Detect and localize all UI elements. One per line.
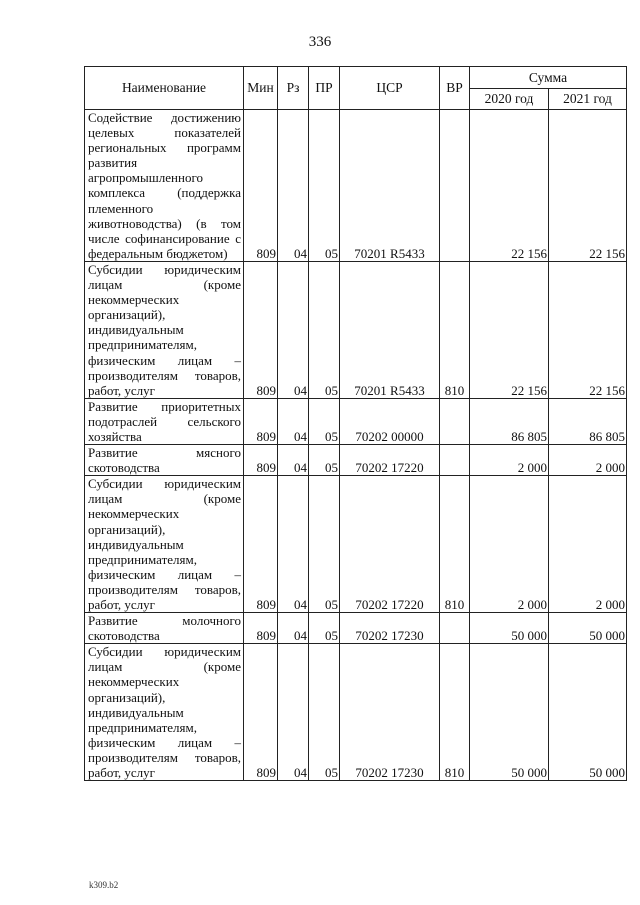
row-name: Развитие приоритетных подотраслей сельского хозяйства [85,398,244,444]
row-rz: 04 [278,445,309,476]
row-pr: 05 [309,644,340,781]
row-rz: 04 [278,261,309,398]
row-csr: 70202 17230 [340,644,440,781]
row-rz: 04 [278,110,309,262]
row-amount-2020: 22 156 [470,261,549,398]
budget-table [84,66,627,781]
row-rz: 04 [278,476,309,613]
header-year-2020: 2020 год [470,89,549,110]
header-year-2021: 2021 год [549,89,627,110]
table-row [85,613,627,644]
row-amount-2021: 50 000 [549,644,627,781]
row-amount-2021: 86 805 [549,398,627,444]
row-vr: 810 [440,476,470,613]
row-csr: 70201 R5433 [340,110,440,262]
row-rz: 04 [278,613,309,644]
row-pr: 05 [309,445,340,476]
row-csr: 70202 17230 [340,613,440,644]
row-csr: 70202 00000 [340,398,440,444]
table-row [85,398,627,444]
header-name: Наименование [85,67,244,110]
row-pr: 05 [309,398,340,444]
row-rz: 04 [278,398,309,444]
row-amount-2021: 50 000 [549,613,627,644]
row-vr: 810 [440,644,470,781]
row-amount-2020: 86 805 [470,398,549,444]
row-amount-2020: 50 000 [470,613,549,644]
row-min: 809 [244,613,278,644]
row-min: 809 [244,445,278,476]
row-csr: 70202 17220 [340,476,440,613]
row-vr [440,445,470,476]
row-name: Субсидии юридическим лицам (кроме некоммерческих организаций), индивидуальным предпринимателям, физическим лицам – производителям товаров, работ, услуг [85,644,244,781]
row-vr [440,110,470,262]
row-amount-2020: 22 156 [470,110,549,262]
row-amount-2021: 22 156 [549,261,627,398]
row-min: 809 [244,476,278,613]
page-number: 336 [308,34,332,50]
header-vr: ВР [440,67,470,110]
row-amount-2020: 2 000 [470,445,549,476]
header-rz: Рз [278,67,309,110]
header-sum: Сумма [470,67,627,89]
row-name: Развитие мясного скотоводства [85,445,244,476]
row-vr [440,613,470,644]
row-name: Субсидии юридическим лицам (кроме некоммерческих организаций), индивидуальным предпринимателям, физическим лицам – производителям товаров, работ, услуг [85,261,244,398]
row-name: Субсидии юридическим лицам (кроме некоммерческих организаций), индивидуальным предпринимателям, физическим лицам – производителям товаров, работ, услуг [85,476,244,613]
row-vr: 810 [440,261,470,398]
footer-code: k309.b2 [89,880,119,890]
row-min: 809 [244,398,278,444]
row-vr [440,398,470,444]
row-min: 809 [244,110,278,262]
row-amount-2020: 50 000 [470,644,549,781]
header-csr: ЦСР [340,67,440,110]
row-min: 809 [244,261,278,398]
row-pr: 05 [309,110,340,262]
row-amount-2021: 2 000 [549,476,627,613]
row-csr: 70202 17220 [340,445,440,476]
table-body [85,110,627,781]
table-row [85,261,627,398]
row-name: Содействие достижению целевых показателей региональных программ развития агропромышленного комплекса (поддержка племенного животноводства) (в том числе софинансирование с федеральным бюджетом) [85,110,244,262]
table-row [85,476,627,613]
row-min: 809 [244,644,278,781]
row-csr: 70201 R5433 [340,261,440,398]
table-row [85,110,627,262]
table-row [85,445,627,476]
row-pr: 05 [309,261,340,398]
header-pr: ПР [309,67,340,110]
table-row [85,644,627,781]
row-rz: 04 [278,644,309,781]
row-amount-2021: 22 156 [549,110,627,262]
row-amount-2021: 2 000 [549,445,627,476]
row-pr: 05 [309,613,340,644]
row-amount-2020: 2 000 [470,476,549,613]
row-name: Развитие молочного скотоводства [85,613,244,644]
header-min: Мин [244,67,278,110]
row-pr: 05 [309,476,340,613]
